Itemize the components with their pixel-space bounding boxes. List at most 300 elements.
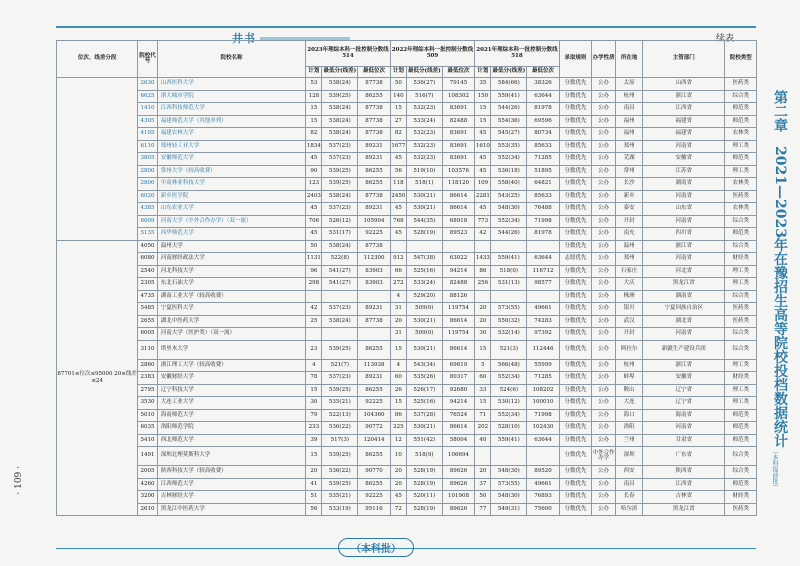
- table-row: [57, 128, 757, 141]
- cell-p22: 2450: [390, 190, 406, 203]
- cell-s23: [322, 290, 358, 303]
- cell-dept: 浙江省: [643, 90, 725, 103]
- cell-p21: 37: [475, 478, 491, 491]
- cell-code: 1410: [138, 103, 158, 116]
- table-row: [57, 90, 757, 103]
- cell-cat: 师范类: [725, 228, 757, 241]
- cell-p21: 60: [475, 372, 491, 385]
- table-row: [57, 190, 757, 203]
- cell-s22: 529(20): [406, 290, 442, 303]
- cell-s21: 559(41): [491, 434, 527, 447]
- cell-r23: 89231: [358, 153, 391, 166]
- cell-dept: 山东省: [643, 203, 725, 216]
- cell-dept: 河南省: [643, 140, 725, 153]
- col-city: 所在地: [616, 41, 643, 78]
- cell-name: 吉林财经大学: [157, 491, 305, 504]
- cell-r21: 85633: [527, 190, 560, 203]
- cell-s22: 518(9): [406, 447, 442, 466]
- cell-cat: 师范类: [725, 478, 757, 491]
- cell-p23: 96: [306, 265, 322, 278]
- cell-s22: 532(23): [406, 153, 442, 166]
- cell-r23: 86255: [358, 90, 391, 103]
- cell-name: 大连工业大学: [157, 397, 305, 410]
- cell-p23: 128: [306, 90, 322, 103]
- cell-p22: 118: [390, 178, 406, 191]
- cell-p22: [390, 240, 406, 253]
- cell-r21: 75600: [527, 503, 560, 516]
- cell-dept: 江苏省: [643, 165, 725, 178]
- cell-s21: 543(25): [491, 190, 527, 203]
- cell-city: 泰安: [616, 203, 643, 216]
- cell-r23: 87738: [358, 315, 391, 328]
- cell-rule: 分数优先: [559, 384, 592, 397]
- sub-plan: 计划: [306, 67, 322, 78]
- cell-p21: [475, 447, 491, 466]
- cell-p22: 56: [390, 165, 406, 178]
- cell-p23: 233: [306, 422, 322, 435]
- cell-s23: 538(24): [322, 103, 358, 116]
- cell-dept: 吉林省: [643, 491, 725, 504]
- cell-p23: 79: [306, 409, 322, 422]
- cell-cat: 理工类: [725, 165, 757, 178]
- cell-name: 温州大学: [157, 240, 305, 253]
- cell-p23: [306, 328, 322, 341]
- table-row: [57, 303, 757, 316]
- cell-p22: 20: [390, 315, 406, 328]
- table-row: [57, 215, 757, 228]
- cell-s21: 531(13): [491, 278, 527, 291]
- cell-p23: 20: [306, 466, 322, 479]
- cell-rule: 分数优先: [559, 503, 592, 516]
- page-number: · 109 ·: [14, 466, 24, 495]
- cell-name: 中南林业科技大学: [157, 178, 305, 191]
- cell-code: 2610: [138, 503, 158, 516]
- cell-p23: 45: [306, 203, 322, 216]
- cell-code: 2800: [138, 178, 158, 191]
- cell-name: 福建师范大学（其他单列）: [157, 115, 305, 128]
- cell-cat: 农林类: [725, 128, 757, 141]
- cell-name: 江西师范大学: [157, 478, 305, 491]
- cell-rule: 分数优先: [559, 90, 592, 103]
- cell-cat: 师范类: [725, 409, 757, 422]
- cell-s23: 538(24): [322, 240, 358, 253]
- cell-p22: 82: [390, 128, 406, 141]
- cell-code: 3805: [138, 153, 158, 166]
- cell-s21: 545(27): [491, 128, 527, 141]
- cell-code: 4260: [138, 478, 158, 491]
- cell-p21: 15: [475, 397, 491, 410]
- cell-r22: 108302: [442, 90, 475, 103]
- cell-city: 株洲: [616, 290, 643, 303]
- table-body: [57, 78, 757, 516]
- col-type: 办学性质: [592, 41, 616, 78]
- cell-name: 湖南工业大学（较高收费）: [157, 290, 305, 303]
- cell-dept: 安徽省: [643, 372, 725, 385]
- cell-p21: 45: [475, 165, 491, 178]
- cell-r22: 89626: [442, 466, 475, 479]
- cell-cat: 理工类: [725, 140, 757, 153]
- cell-r23: 113938: [358, 359, 391, 372]
- cell-city: 武汉: [616, 315, 643, 328]
- cell-r22: 82488: [442, 115, 475, 128]
- cell-code: 1491: [138, 447, 158, 466]
- cell-dept: 福建省: [643, 115, 725, 128]
- cell-r22: 82488: [442, 278, 475, 291]
- cell-s22: 528(19): [406, 228, 442, 241]
- cell-r23: 112300: [358, 253, 391, 266]
- cell-s21: 544(26): [491, 228, 527, 241]
- cell-cat: 综合类: [725, 215, 757, 228]
- cell-code: 6035: [138, 422, 158, 435]
- sub-score: 最低分(线差): [406, 67, 442, 78]
- cell-s23: 538(24): [322, 78, 358, 91]
- cell-type: 公办: [592, 491, 616, 504]
- cell-p21: 1610: [475, 140, 491, 153]
- table-row: [57, 165, 757, 178]
- cell-s23: 538(24): [322, 115, 358, 128]
- cell-dept: 辽宁省: [643, 397, 725, 410]
- cell-s23: 539(25): [322, 478, 358, 491]
- cell-rule: 分数优先: [559, 78, 592, 91]
- cell-p22: 86: [390, 409, 406, 422]
- cell-r21: 98577: [527, 278, 560, 291]
- cell-p23: 25: [306, 315, 322, 328]
- cell-name: 辽宁科技大学: [157, 384, 305, 397]
- cell-dept: 山西省: [643, 78, 725, 91]
- cell-p21: 33: [475, 384, 491, 397]
- cell-s21: 573(55): [491, 478, 527, 491]
- table-row: [57, 422, 757, 435]
- cell-cat: 医药类: [725, 78, 757, 91]
- table-row: [57, 478, 757, 491]
- cell-r23: 92225: [358, 228, 391, 241]
- cell-code: 2795: [138, 384, 158, 397]
- cell-s21: 584(66): [491, 78, 527, 91]
- cell-code: 2540: [138, 265, 158, 278]
- cell-rule: 分数优先: [559, 203, 592, 216]
- cell-s22: 533(24): [406, 278, 442, 291]
- cell-name: 陕西科技大学（较高收费）: [157, 466, 305, 479]
- cell-r22: 83691: [442, 103, 475, 116]
- cell-r21: 71998: [527, 215, 560, 228]
- cell-p21: [475, 240, 491, 253]
- cell-rule: 分数优先: [559, 447, 592, 466]
- cell-type: 公办: [592, 78, 616, 91]
- cell-r22: 106694: [442, 447, 475, 466]
- cell-name: 海南师范大学: [157, 409, 305, 422]
- cell-p23: 42: [306, 303, 322, 316]
- cell-p21: 773: [475, 215, 491, 228]
- cell-type: 公办: [592, 103, 616, 116]
- cell-rule: 分数优先: [559, 340, 592, 359]
- cell-s22: 533(24): [406, 115, 442, 128]
- sub-score: 最低分(线差): [322, 67, 358, 78]
- cell-code: 3530: [138, 397, 158, 410]
- cell-city: 大庆: [616, 278, 643, 291]
- cell-type: 公办: [592, 128, 616, 141]
- cell-cat: 综合类: [725, 328, 757, 341]
- cell-code: 2383: [138, 372, 158, 385]
- cell-r21: 64821: [527, 178, 560, 191]
- cell-dept: 湖南省: [643, 178, 725, 191]
- cell-s21: 573(55): [491, 303, 527, 316]
- cell-s23: 536(22): [322, 422, 358, 435]
- group-cell: 87701≤位次≤95000 20≤线差≤24: [57, 240, 138, 516]
- cell-s22: 528(19): [406, 466, 442, 479]
- cell-city: 温州: [616, 240, 643, 253]
- cell-s22: 530(21): [406, 190, 442, 203]
- cell-p23: 23: [306, 340, 322, 359]
- cell-p21: 20: [475, 303, 491, 316]
- cell-r21: 112446: [527, 340, 560, 359]
- cell-s21: 566(48): [491, 359, 527, 372]
- cell-r22: 83691: [442, 128, 475, 141]
- cell-r22: 86614: [442, 203, 475, 216]
- cell-city: 福州: [616, 128, 643, 141]
- cell-rule: 分数优先: [559, 478, 592, 491]
- cell-cat: 财经类: [725, 253, 757, 266]
- cell-p23: 298: [306, 278, 322, 291]
- cell-rule: 分数优先: [559, 153, 592, 166]
- cell-rule: 分数优先: [559, 103, 592, 116]
- cell-dept: 四川省: [643, 228, 725, 241]
- cell-rule: 分数优先: [559, 165, 592, 178]
- cell-r21: 76488: [527, 203, 560, 216]
- cell-p22: 72: [390, 503, 406, 516]
- cell-city: 大连: [616, 397, 643, 410]
- cell-r23: 89231: [358, 303, 391, 316]
- cell-p21: 45: [475, 153, 491, 166]
- cell-p21: 2281: [475, 190, 491, 203]
- cell-r22: 86614: [442, 422, 475, 435]
- cell-rule: 分数优先: [559, 140, 592, 153]
- cell-r23: 87738: [358, 115, 391, 128]
- table-row: [57, 372, 757, 385]
- cell-dept: 江西省: [643, 103, 725, 116]
- cell-p21: 42: [475, 228, 491, 241]
- cell-p21: 45: [475, 203, 491, 216]
- cell-s23: 539(25): [322, 384, 358, 397]
- cell-p21: 15: [475, 115, 491, 128]
- cell-s22: 520(11): [406, 491, 442, 504]
- cell-r21: [527, 290, 560, 303]
- cell-r21: 81978: [527, 228, 560, 241]
- cell-name: 河北科技大学: [157, 265, 305, 278]
- chapter-note: （本科提前批）: [771, 447, 778, 490]
- cell-name: 东北石油大学: [157, 278, 305, 291]
- cell-city: 新乡: [616, 190, 643, 203]
- cell-s21: 550(32): [491, 315, 527, 328]
- cell-s21: 530(12): [491, 397, 527, 410]
- table-row: [57, 359, 757, 372]
- cell-r22: 118120: [442, 178, 475, 191]
- cell-r23: 86255: [358, 165, 391, 178]
- cell-s22: 536(27): [406, 78, 442, 91]
- cell-s21: 554(36): [491, 115, 527, 128]
- cell-s23: 539(25): [322, 447, 358, 466]
- sub-rank: 最低位次: [527, 67, 560, 78]
- cell-p21: 50: [475, 491, 491, 504]
- cell-p23: 39: [306, 434, 322, 447]
- cell-p21: 86: [475, 265, 491, 278]
- cell-r21: 63644: [527, 434, 560, 447]
- cell-cat: 综合类: [725, 290, 757, 303]
- table-row: [57, 178, 757, 191]
- col-rule: 录取规则: [559, 41, 592, 78]
- cell-s22: 535(26): [406, 372, 442, 385]
- cell-code: 6110: [138, 140, 158, 153]
- cell-type: 公办: [592, 397, 616, 410]
- cell-p21: 30: [475, 328, 491, 341]
- cell-cat: 财经类: [725, 491, 757, 504]
- cell-name: 黑龙江中医药大学: [157, 503, 305, 516]
- cell-p22: 27: [390, 115, 406, 128]
- cell-city: 杭州: [616, 90, 643, 103]
- cell-p21: [475, 290, 491, 303]
- cell-r23: 92225: [358, 491, 391, 504]
- cell-dept: 黑龙江省: [643, 503, 725, 516]
- cell-city: 深圳: [616, 447, 643, 466]
- cell-p22: 20: [390, 478, 406, 491]
- cell-r22: 119754: [442, 328, 475, 341]
- cell-r23: 87738: [358, 103, 391, 116]
- cell-p21: 71: [475, 409, 491, 422]
- cell-s22: 530(21): [406, 422, 442, 435]
- cell-cat: 医药类: [725, 303, 757, 316]
- cell-code: 2800: [138, 165, 158, 178]
- col-2021: 2021年理综本科一批控制分数线 518: [475, 41, 560, 67]
- cell-r22: 79145: [442, 78, 475, 91]
- cell-p23: 30: [306, 397, 322, 410]
- cell-name: 河南财经政法大学: [157, 253, 305, 266]
- cell-r23: 89231: [358, 203, 391, 216]
- cell-p21: 109: [475, 178, 491, 191]
- table-row: [57, 328, 757, 341]
- cell-code: 2630: [138, 78, 158, 91]
- cell-p21: 202: [475, 422, 491, 435]
- cell-r21: 51895: [527, 165, 560, 178]
- cell-s23: 537(23): [322, 303, 358, 316]
- cell-r21: 38326: [527, 78, 560, 91]
- cell-r23: 86255: [358, 384, 391, 397]
- cell-r23: 90772: [358, 422, 391, 435]
- cell-cat: 医药类: [725, 503, 757, 516]
- cell-p22: 50: [390, 78, 406, 91]
- cell-s23: 539(25): [322, 178, 358, 191]
- cell-s22: 530(21): [406, 203, 442, 216]
- table-row: [57, 434, 757, 447]
- cell-r22: 76524: [442, 409, 475, 422]
- cell-rule: 分数优先: [559, 190, 592, 203]
- col-code: 院校代号: [138, 41, 158, 78]
- cell-s23: 538(24): [322, 128, 358, 141]
- cell-rule: 分数优先: [559, 215, 592, 228]
- cell-code: 4385: [138, 203, 158, 216]
- cell-p22: 15: [390, 340, 406, 359]
- cell-dept: 甘肃省: [643, 434, 725, 447]
- cell-p23: 15: [306, 115, 322, 128]
- cell-city: 长春: [616, 491, 643, 504]
- col-dept: 主管部门: [643, 41, 725, 78]
- cell-rule: 分数优先: [559, 359, 592, 372]
- cell-type: 公办: [592, 359, 616, 372]
- cell-r22: 86614: [442, 190, 475, 203]
- cell-r22: 89523: [442, 228, 475, 241]
- cell-s22: 532(23): [406, 128, 442, 141]
- cell-p22: 225: [390, 422, 406, 435]
- cell-name: 河南大学（中外合作办学）（双一流）: [157, 215, 305, 228]
- cell-city: 开封: [616, 215, 643, 228]
- cell-r23: 87738: [358, 128, 391, 141]
- cell-s21: [491, 447, 527, 466]
- cell-p21: 256: [475, 278, 491, 291]
- cell-p22: 15: [390, 397, 406, 410]
- cell-dept: 新疆生产建设兵团: [643, 340, 725, 359]
- cell-city: 石家庄: [616, 265, 643, 278]
- table-row: [57, 340, 757, 359]
- table-row: [57, 140, 757, 153]
- cell-r21: 108202: [527, 384, 560, 397]
- cell-cat: 师范类: [725, 103, 757, 116]
- table-row: [57, 290, 757, 303]
- cell-s23: 539(25): [322, 90, 358, 103]
- cell-name: 郑州轻工业大学: [157, 140, 305, 153]
- cell-r22: [442, 240, 475, 253]
- cell-name: 浙江理工大学（较高收费）: [157, 359, 305, 372]
- cell-s23: 526(12): [322, 215, 358, 228]
- cell-name: 塔里木大学: [157, 340, 305, 359]
- table-row: [57, 409, 757, 422]
- cell-dept: 河北省: [643, 265, 725, 278]
- cell-p23: 90: [306, 165, 322, 178]
- cell-type: 公办: [592, 290, 616, 303]
- cell-p21: 40: [475, 434, 491, 447]
- continued-label: 续表: [715, 34, 734, 44]
- cell-r21: 89520: [527, 466, 560, 479]
- cell-cat: 农林类: [725, 203, 757, 216]
- cell-name: 福建农林大学: [157, 128, 305, 141]
- cell-s22: 516(7): [406, 90, 442, 103]
- col-2022: 2022年理综本科一批控制分数线 509: [390, 41, 475, 67]
- cell-r21: 63644: [527, 253, 560, 266]
- cell-rule: 分数优先: [559, 290, 592, 303]
- cell-type: 公办: [592, 503, 616, 516]
- cell-p21: 77: [475, 503, 491, 516]
- cell-p23: 53: [306, 78, 322, 91]
- cell-type: 公办: [592, 478, 616, 491]
- cell-code: 5410: [138, 434, 158, 447]
- cell-type: 公办: [592, 303, 616, 316]
- cell-name: 山东农业大学: [157, 203, 305, 216]
- cell-r22: 89626: [442, 478, 475, 491]
- cell-city: 郑州: [616, 253, 643, 266]
- cell-r22: 94214: [442, 265, 475, 278]
- cell-cat: 师范类: [725, 434, 757, 447]
- cell-r21: 80734: [527, 128, 560, 141]
- cell-r21: 100010: [527, 397, 560, 410]
- cell-s21: 544(26): [491, 103, 527, 116]
- cell-name: 安徽财经大学: [157, 372, 305, 385]
- cell-s22: 528(19): [406, 478, 442, 491]
- cell-s21: 549(31): [491, 503, 527, 516]
- cell-p22: 12: [390, 434, 406, 447]
- cell-code: 3110: [138, 340, 158, 359]
- cell-r21: [527, 240, 560, 253]
- cell-p22: 1677: [390, 140, 406, 153]
- cell-dept: 河南省: [643, 422, 725, 435]
- cell-r21: 74283: [527, 315, 560, 328]
- cell-code: 2860: [138, 359, 158, 372]
